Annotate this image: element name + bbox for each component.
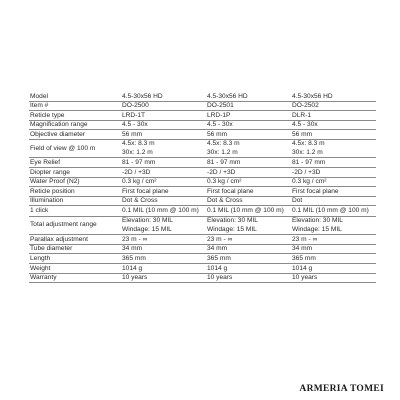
spec-value: 34 mm bbox=[121, 244, 206, 254]
spec-value: 4.5 - 30x bbox=[121, 120, 206, 130]
spec-value: 10 years bbox=[291, 273, 376, 283]
spec-label: Water Proof (N2) bbox=[29, 177, 121, 187]
spec-value: Elevation: 30 MIL Windage: 15 MIL bbox=[291, 216, 376, 235]
spec-table bbox=[29, 92, 376, 283]
spec-value: Elevation: 30 MIL Windage: 15 MIL bbox=[121, 216, 206, 235]
spec-label: Magnification range bbox=[29, 120, 121, 130]
spec-value: 1014 g bbox=[206, 263, 291, 273]
spec-value: 4.5 - 30x bbox=[206, 120, 291, 130]
spec-label: 1 click bbox=[29, 206, 121, 216]
spec-table-body bbox=[29, 92, 376, 283]
spec-value: 81 - 97 mm bbox=[121, 158, 206, 168]
spec-value: Dot bbox=[291, 196, 376, 206]
spec-value: 1014 g bbox=[291, 263, 376, 273]
spec-value: First focal plane bbox=[121, 187, 206, 197]
spec-value: -2D / +3D bbox=[291, 168, 376, 178]
spec-value: DO-2500 bbox=[121, 101, 206, 111]
spec-label: Total adjustment range bbox=[29, 216, 121, 235]
spec-row bbox=[29, 254, 376, 264]
header-cell: 4.5-30x56 HD bbox=[291, 92, 376, 101]
spec-label: Field of view @ 100 m bbox=[29, 139, 121, 158]
spec-value: 1014 g bbox=[121, 263, 206, 273]
spec-label: Objective diameter bbox=[29, 130, 121, 140]
spec-value: 365 mm bbox=[206, 254, 291, 264]
spec-value: LRD-1P bbox=[206, 111, 291, 121]
spec-label: Reticle position bbox=[29, 187, 121, 197]
spec-value: 365 mm bbox=[291, 254, 376, 264]
spec-value: Dot & Cross bbox=[206, 196, 291, 206]
spec-row bbox=[29, 120, 376, 130]
spec-label: Warranty bbox=[29, 273, 121, 283]
spec-row bbox=[29, 216, 376, 235]
spec-value: -2D / +3D bbox=[121, 168, 206, 178]
spec-row bbox=[29, 206, 376, 216]
spec-value: 34 mm bbox=[291, 244, 376, 254]
spec-value: 81 - 97 mm bbox=[206, 158, 291, 168]
spec-row bbox=[29, 187, 376, 197]
spec-row bbox=[29, 111, 376, 121]
spec-label: Tube diameter bbox=[29, 244, 121, 254]
spec-label: Diopter range bbox=[29, 168, 121, 178]
spec-value: DO-2501 bbox=[206, 101, 291, 111]
spec-value: 0.1 MIL (10 mm @ 100 m) bbox=[291, 206, 376, 216]
spec-value: 4.5x: 8.3 m 30x: 1.2 m bbox=[206, 139, 291, 158]
spec-row bbox=[29, 273, 376, 283]
spec-value: 4.5 - 30x bbox=[291, 120, 376, 130]
spec-row bbox=[29, 158, 376, 168]
spec-value: 23 m - ∞ bbox=[121, 235, 206, 245]
spec-value: 4.5x: 8.3 m 30x: 1.2 m bbox=[121, 139, 206, 158]
spec-value: 0.1 MIL (10 mm @ 100 m) bbox=[121, 206, 206, 216]
spec-value: Dot & Cross bbox=[121, 196, 206, 206]
spec-row bbox=[29, 263, 376, 273]
header-cell: 4.5-30x56 HD bbox=[206, 92, 291, 101]
spec-label: Illumination bbox=[29, 196, 121, 206]
spec-row bbox=[29, 101, 376, 111]
spec-row bbox=[29, 235, 376, 245]
spec-row bbox=[29, 130, 376, 140]
spec-value: 4.5x: 8.3 m 30x: 1.2 m bbox=[291, 139, 376, 158]
spec-value: 23 m - ∞ bbox=[291, 235, 376, 245]
spec-value: DO-2502 bbox=[291, 101, 376, 111]
spec-value: LRD-1T bbox=[121, 111, 206, 121]
spec-value: 0.1 MIL (10 mm @ 100 m) bbox=[206, 206, 291, 216]
spec-value: 81 - 97 mm bbox=[291, 158, 376, 168]
spec-value: -2D / +3D bbox=[206, 168, 291, 178]
spec-label: Length bbox=[29, 254, 121, 264]
spec-value: DLR-1 bbox=[291, 111, 376, 121]
spec-row bbox=[29, 196, 376, 206]
spec-row bbox=[29, 139, 376, 158]
spec-label: Weight bbox=[29, 263, 121, 273]
header-row bbox=[29, 92, 376, 101]
spec-value: 56 mm bbox=[206, 130, 291, 140]
spec-label: Item # bbox=[29, 101, 121, 111]
spec-value: 10 years bbox=[121, 273, 206, 283]
watermark-text: ARMERIA TOMEI bbox=[299, 384, 384, 394]
spec-value: 10 years bbox=[206, 273, 291, 283]
header-cell: Model bbox=[29, 92, 121, 101]
spec-value: First focal plane bbox=[291, 187, 376, 197]
spec-value: 34 mm bbox=[206, 244, 291, 254]
spec-value: 0.3 kg / cm² bbox=[291, 177, 376, 187]
spec-value: 0.3 kg / cm² bbox=[121, 177, 206, 187]
spec-label: Parallax adjustment bbox=[29, 235, 121, 245]
spec-value: 365 mm bbox=[121, 254, 206, 264]
spec-label: Reticle type bbox=[29, 111, 121, 121]
spec-row bbox=[29, 177, 376, 187]
spec-row bbox=[29, 244, 376, 254]
spec-row bbox=[29, 168, 376, 178]
spec-value: Elevation: 30 MIL Windage: 15 MIL bbox=[206, 216, 291, 235]
spec-label: Eye Relief bbox=[29, 158, 121, 168]
spec-value: 56 mm bbox=[291, 130, 376, 140]
spec-value: 56 mm bbox=[121, 130, 206, 140]
header-cell: 4.5-30x56 HD bbox=[121, 92, 206, 101]
spec-value: 23 m - ∞ bbox=[206, 235, 291, 245]
spec-value: 0.3 kg / cm² bbox=[206, 177, 291, 187]
spec-value: First focal plane bbox=[206, 187, 291, 197]
